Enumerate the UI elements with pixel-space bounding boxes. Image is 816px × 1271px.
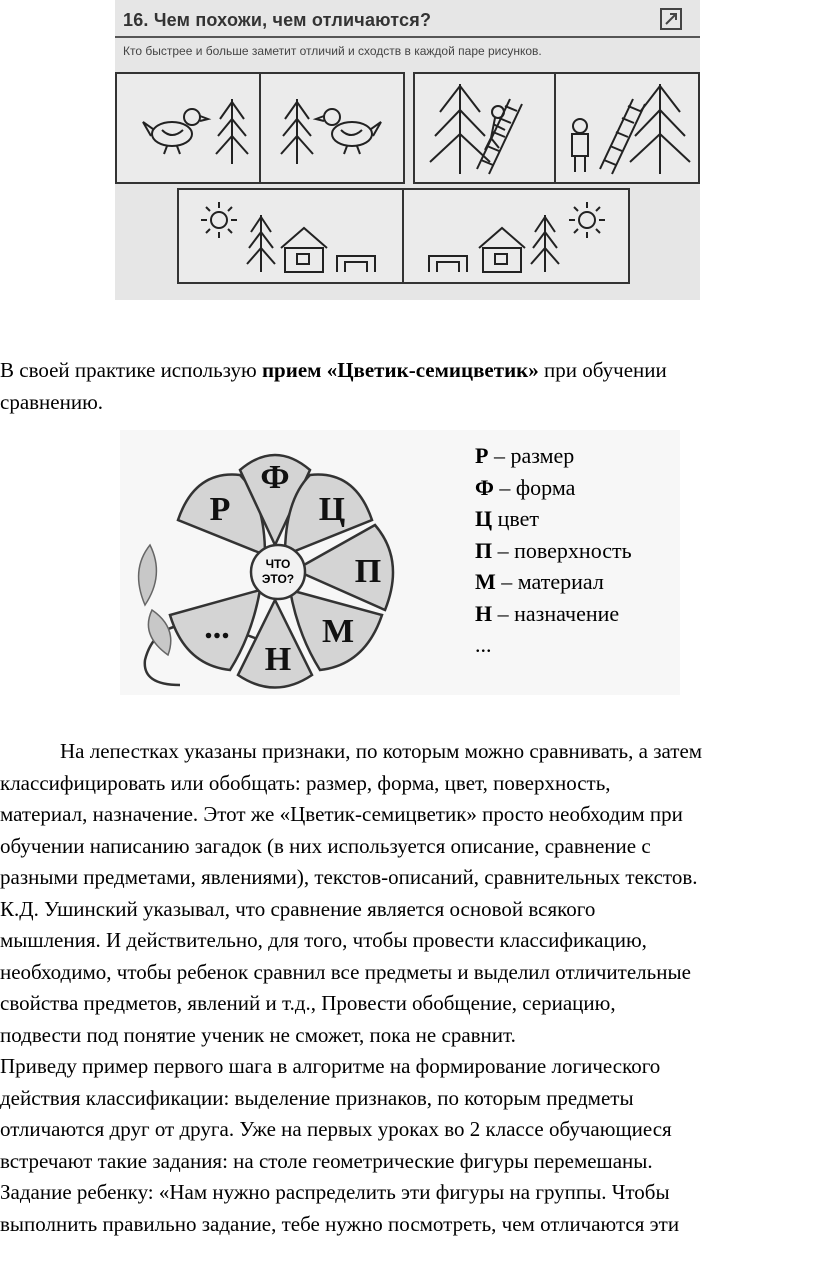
legend-text: – форма bbox=[493, 474, 576, 500]
house-icon bbox=[281, 228, 327, 272]
legend-row bbox=[475, 440, 632, 472]
man-icon bbox=[485, 106, 505, 150]
legend-row bbox=[475, 598, 632, 630]
worksheet-scan bbox=[115, 0, 700, 300]
worksheet-subtitle: Кто быстрее и больше заметит отличий и сходств в каждой паре рисунков. bbox=[123, 44, 542, 58]
text-line: обучении написанию загадок (в них используется описание, сравнение с bbox=[0, 833, 651, 858]
petal-letter-more: ... bbox=[204, 609, 230, 646]
text-line: необходимо, чтобы ребенок сравнил все предметы и выделил отличительные bbox=[0, 959, 691, 984]
man-icon bbox=[572, 119, 588, 172]
legend-more: ... bbox=[475, 632, 492, 657]
legend-letter: Р bbox=[475, 443, 489, 468]
text-line: свойства предметов, явлений и т.д., Провести обобщение, сериацию, bbox=[0, 991, 616, 1015]
picture-pair-house bbox=[177, 188, 630, 284]
petal-letter-m: М bbox=[321, 613, 355, 650]
text-line: Приведу пример первого шага в алгоритме на формирование логического bbox=[0, 1054, 661, 1078]
ladder-icon bbox=[600, 99, 645, 174]
leaf-icon bbox=[148, 610, 170, 655]
sun-icon bbox=[569, 202, 605, 238]
main-paragraph bbox=[0, 736, 816, 1240]
legend-letter: Ц bbox=[475, 506, 493, 531]
bird-icon bbox=[316, 109, 381, 154]
tree-icon bbox=[531, 215, 559, 272]
text-line: действия классификации: выделение признаков, по которым предметы bbox=[0, 1085, 634, 1110]
legend-letter: Н bbox=[475, 600, 493, 626]
legend-text: – материал bbox=[495, 569, 604, 594]
text-line: подвести под понятие ученик не сможет, пока не сравнит. bbox=[0, 1022, 516, 1047]
tree-icon bbox=[281, 99, 313, 164]
intro-paragraph bbox=[0, 355, 816, 418]
legend-row bbox=[475, 535, 632, 567]
tree-icon bbox=[630, 84, 690, 174]
center-line-2: ЭТО? bbox=[261, 572, 295, 586]
worksheet-title: 16. Чем похожи, чем отличаются? bbox=[123, 10, 432, 30]
text-line: отличаются друг от друга. Уже на первых уроках во 2 классе обучающиеся bbox=[0, 1117, 672, 1141]
petal-letter-f: Ф bbox=[260, 459, 290, 496]
text-line: Задание ребенку: «Нам нужно распределить эти фигуры на группы. Чтобы bbox=[0, 1180, 670, 1204]
tree-icon bbox=[216, 99, 248, 164]
bird-icon bbox=[143, 109, 208, 154]
legend-row bbox=[475, 472, 632, 504]
title-rule bbox=[115, 36, 700, 38]
bench-icon bbox=[429, 256, 467, 272]
intro-text-after: при обучении bbox=[538, 358, 667, 382]
legend-letter: П bbox=[475, 537, 493, 563]
text-line: разными предметами, явлениями), текстов-описаний, сравнительных текстов. bbox=[0, 865, 698, 889]
leaf-icon bbox=[139, 545, 157, 605]
legend-text: – поверхность bbox=[492, 537, 632, 563]
picture-pair-birds bbox=[115, 72, 405, 184]
legend-row bbox=[475, 566, 632, 598]
intro-line-1 bbox=[0, 355, 816, 387]
center-line-1: ЧТО bbox=[265, 557, 291, 571]
expand-icon bbox=[660, 8, 682, 30]
house-icon bbox=[479, 228, 525, 272]
petal-letter-p: П bbox=[354, 553, 382, 590]
petal-letter-r: Р bbox=[209, 491, 231, 528]
intro-text-before: В своей практике использую bbox=[0, 358, 262, 382]
intro-line-2: сравнению. bbox=[0, 389, 104, 414]
text-line: На лепестках указаны признаки, по которым можно сравнивать, а затем bbox=[60, 739, 703, 763]
legend-letter: М bbox=[475, 569, 496, 594]
picture-pair-ladder bbox=[413, 72, 700, 184]
text-line: мышления. И действительно, для того, чтобы провести классификацию, bbox=[0, 928, 647, 952]
legend-row bbox=[475, 503, 632, 535]
text-line: встречают такие задания: на столе геометрические фигуры перемешаны. bbox=[0, 1148, 653, 1173]
text-line: К.Д. Ушинский указывал, что сравнение является основой всякого bbox=[0, 896, 596, 921]
ladder-icon bbox=[477, 99, 522, 174]
text-line: материал, назначение. Этот же «Цветик-семицветик» просто необходим при bbox=[0, 802, 683, 826]
legend-letter: Ф bbox=[475, 474, 494, 500]
petal-letter-ts: Ц bbox=[318, 491, 346, 528]
text-line: выполнить правильно задание, тебе нужно посмотреть, чем отличаются эти bbox=[0, 1211, 680, 1236]
bench-icon bbox=[337, 256, 375, 272]
sun-icon bbox=[201, 202, 237, 238]
intro-bold-text: прием «Цветик-семицветик» bbox=[261, 358, 539, 382]
legend-text: – назначение bbox=[492, 600, 620, 626]
legend-text: – размер bbox=[488, 443, 575, 468]
tree-icon bbox=[247, 215, 275, 272]
text-line: классифицировать или обобщать: размер, форма, цвет, поверхность, bbox=[0, 770, 611, 795]
legend-text: цвет bbox=[492, 506, 540, 531]
flower-legend bbox=[475, 440, 632, 661]
petal-letter-n: Н bbox=[264, 641, 292, 678]
